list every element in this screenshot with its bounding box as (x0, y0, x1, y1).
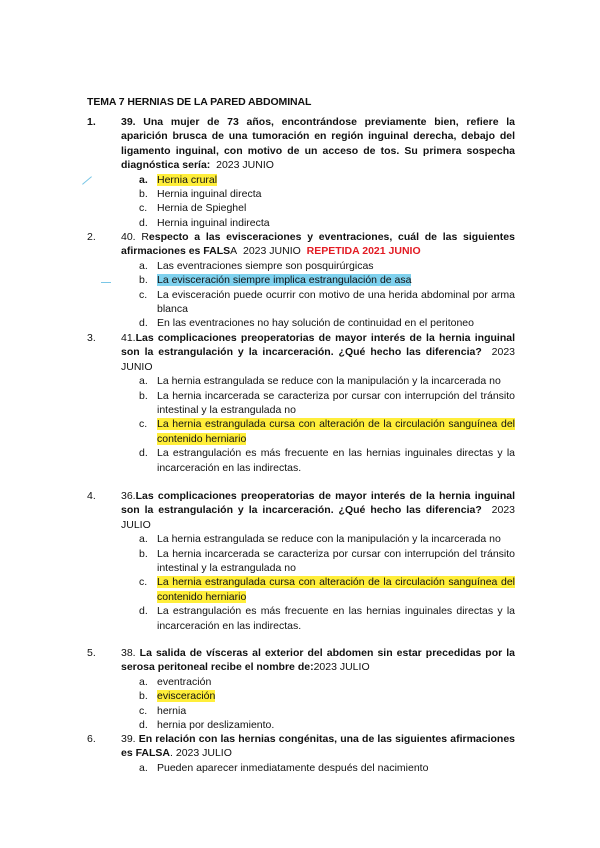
option-d: d. La estrangulación es más frecuente en las hernias inguinales directas y la incarceración en las indirectas. (139, 605, 515, 632)
question-5: 5. 38. La salida de vísceras al exterior del abdomen sin estar precedidas por la serosa peritoneal recibe el nombre de:2023 JULIO a. eventración b. evisceración c. hernia d. hernia por deslizamiento. (87, 647, 516, 732)
option-d: d. La estrangulación es más frecuente en las hernias inguinales directas y la incarceración en las indirectas. (139, 447, 515, 474)
correct-answer-highlight: La hernia estrangulada cursa con alteración de la circulación sanguínea del contenido herniario (157, 418, 515, 445)
pen-mark (101, 282, 111, 283)
repeated-tag: REPETIDA 2021 JUNIO (306, 245, 421, 258)
option-a: a. Las eventraciones siempre son posquirúrgicas (139, 259, 374, 272)
question-number: 1. (87, 116, 96, 128)
question-text: Las complicaciones preoperatorias de mayor interés de la hernia inguinal son la estrangulación y la incarceración. ¿Qué hecho las diferencia? (121, 490, 515, 517)
option-c: c. hernia (139, 704, 187, 717)
option-b: b. La hernia incarcerada se caracteriza por cursar con interrupción del tránsito intestinal y la estrangulada no (139, 389, 515, 417)
question-4: 4. 36.Las complicaciones preoperatorias de mayor interés de la hernia inguinal son la estrangulación y la incarceración. ¿Qué hecho las diferencia? 2023 JULIO a. La hernia estrangulada se reduce con la manipulación y la incarcerada no b. La hernia incarcerada se caracteriza por cursar con interrupción del tránsito intestinal y la estrangulada no c. La hernia estrangulada cursa con alteración de la circulación sanguínea del contenido herniario d. La estrangulación es más frecuente en las hernias inguinales directas y la incarceración en las indirectas. (87, 490, 515, 632)
option-a: a. eventración (139, 675, 212, 688)
question-6: 6. 39. En relación con las hernias congénitas, una de las siguientes afirmaciones es FALSA. 2023 JULIO a. Pueden aparecer inmediatamente después del nacimiento (87, 733, 516, 774)
question-number: 6. (87, 733, 96, 745)
option-a: a. La hernia estrangulada se reduce con la manipulación y la incarcerada no (139, 533, 501, 546)
correct-answer-highlight: evisceración (157, 690, 216, 703)
option-b: b. La hernia incarcerada se caracteriza por cursar con interrupción del tránsito intestinal y la estrangulada no (139, 547, 515, 575)
exam-date-tag: 2023 JUNIO (216, 159, 274, 172)
option-c: c. Hernia de Spieghel (139, 202, 247, 215)
option-d: d. En las eventraciones no hay solución de continuidad en el peritoneo (139, 317, 474, 330)
correct-answer-highlight: La evisceración siempre implica estrangulación de asa (157, 274, 412, 287)
option-a: a. Pueden aparecer inmediatamente después del nacimiento (139, 761, 429, 774)
exam-date-tag: 2023 JUNIO (121, 346, 515, 373)
option-d: d. hernia por deslizamiento. (139, 719, 275, 732)
exam-date-tag: 2023 JULIO (121, 504, 515, 531)
question-1 (87, 115, 515, 230)
question-text: especto a las evisceraciones y eventraciones, cuál de las siguientes afirmaciones es FALS (121, 231, 515, 258)
question-text: En relación con las hernias congénitas, una de las siguientes afirmaciones es FALSA (121, 733, 516, 760)
exam-date-tag: 2023 JULIO (313, 661, 370, 674)
page-title: TEMA 7 HERNIAS DE LA PARED ABDOMINAL (87, 96, 312, 108)
question-number: 5. (87, 647, 96, 659)
option-a: a. La hernia estrangulada se reduce con la manipulación y la incarcerada no (139, 375, 501, 388)
question-3: 3. 41.Las complicaciones preoperatorias de mayor interés de la hernia inguinal son la estrangulación y la incarceración. ¿Qué hecho las diferencia? 2023 JUNIO a. La hernia estrangulada se reduce con la manipulación y la incarcerada no b. La hernia incarcerada se caracteriza por cursar con interrupción del tránsito intestinal y la estrangulada no c. La hernia estrangulada cursa con alteración de la circulación sanguínea del contenido herniario d. La estrangulación es más frecuente en las hernias inguinales directas y la incarceración en las indirectas. (87, 332, 515, 474)
question-2: 2. 40. Respecto a las evisceraciones y eventraciones, cuál de las siguientes afirmaciones es FALSA 2023 JUNIO REPETIDA 2021 JUNIO a. Las eventraciones siempre son posquirúrgicas b. La evisceración siempre implica estrangulación de asa c. La evisceración puede ocurrir con motivo de una herida abdominal por arma blanca d. En las eventraciones no hay solución de continuidad en el peritoneo (87, 231, 515, 330)
option-b: b. Hernia inguinal directa (139, 188, 262, 201)
question-number: 4. (87, 490, 96, 502)
question-text: 39. Una mujer de 73 años, encontrándose previamente bien, refiere la aparición brusca de una tumoración en región inguinal derecha, debajo del ligamento inguinal, con motivo de un acceso de tos. Su primera sospecha diagnóstica sería: (121, 116, 515, 172)
exam-date-tag: . 2023 JULIO (170, 747, 232, 760)
question-number: 3. (87, 332, 96, 344)
question-text: La salida de vísceras al exterior del abdomen sin estar precedidas por la serosa peritoneal recibe el nombre de: (121, 647, 516, 674)
correct-answer-highlight: La hernia estrangulada cursa con alteración de la circulación sanguínea del contenido herniario (157, 576, 515, 603)
option-a: a. Hernia crural (139, 173, 218, 186)
option-b: b. evisceración (139, 690, 216, 703)
correct-answer-highlight: Hernia crural (157, 173, 218, 186)
option-d: d. Hernia inguinal indirecta (139, 216, 270, 229)
option-c: c. La hernia estrangulada cursa con alteración de la circulación sanguínea del contenido herniario (139, 418, 515, 445)
exam-date-tag: 2023 JUNIO (243, 245, 301, 258)
option-c: c. La hernia estrangulada cursa con alteración de la circulación sanguínea del contenido herniario (139, 576, 515, 603)
option-c: c. La evisceración puede ocurrir con motivo de una herida abdominal por arma blanca (139, 288, 515, 316)
question-text: Las complicaciones preoperatorias de mayor interés de la hernia inguinal son la estrangulación y la incarceración. ¿Qué hecho las diferencia? (121, 332, 515, 359)
question-number: 2. (87, 231, 96, 243)
option-b: b. La evisceración siempre implica estrangulación de asa (139, 274, 412, 287)
